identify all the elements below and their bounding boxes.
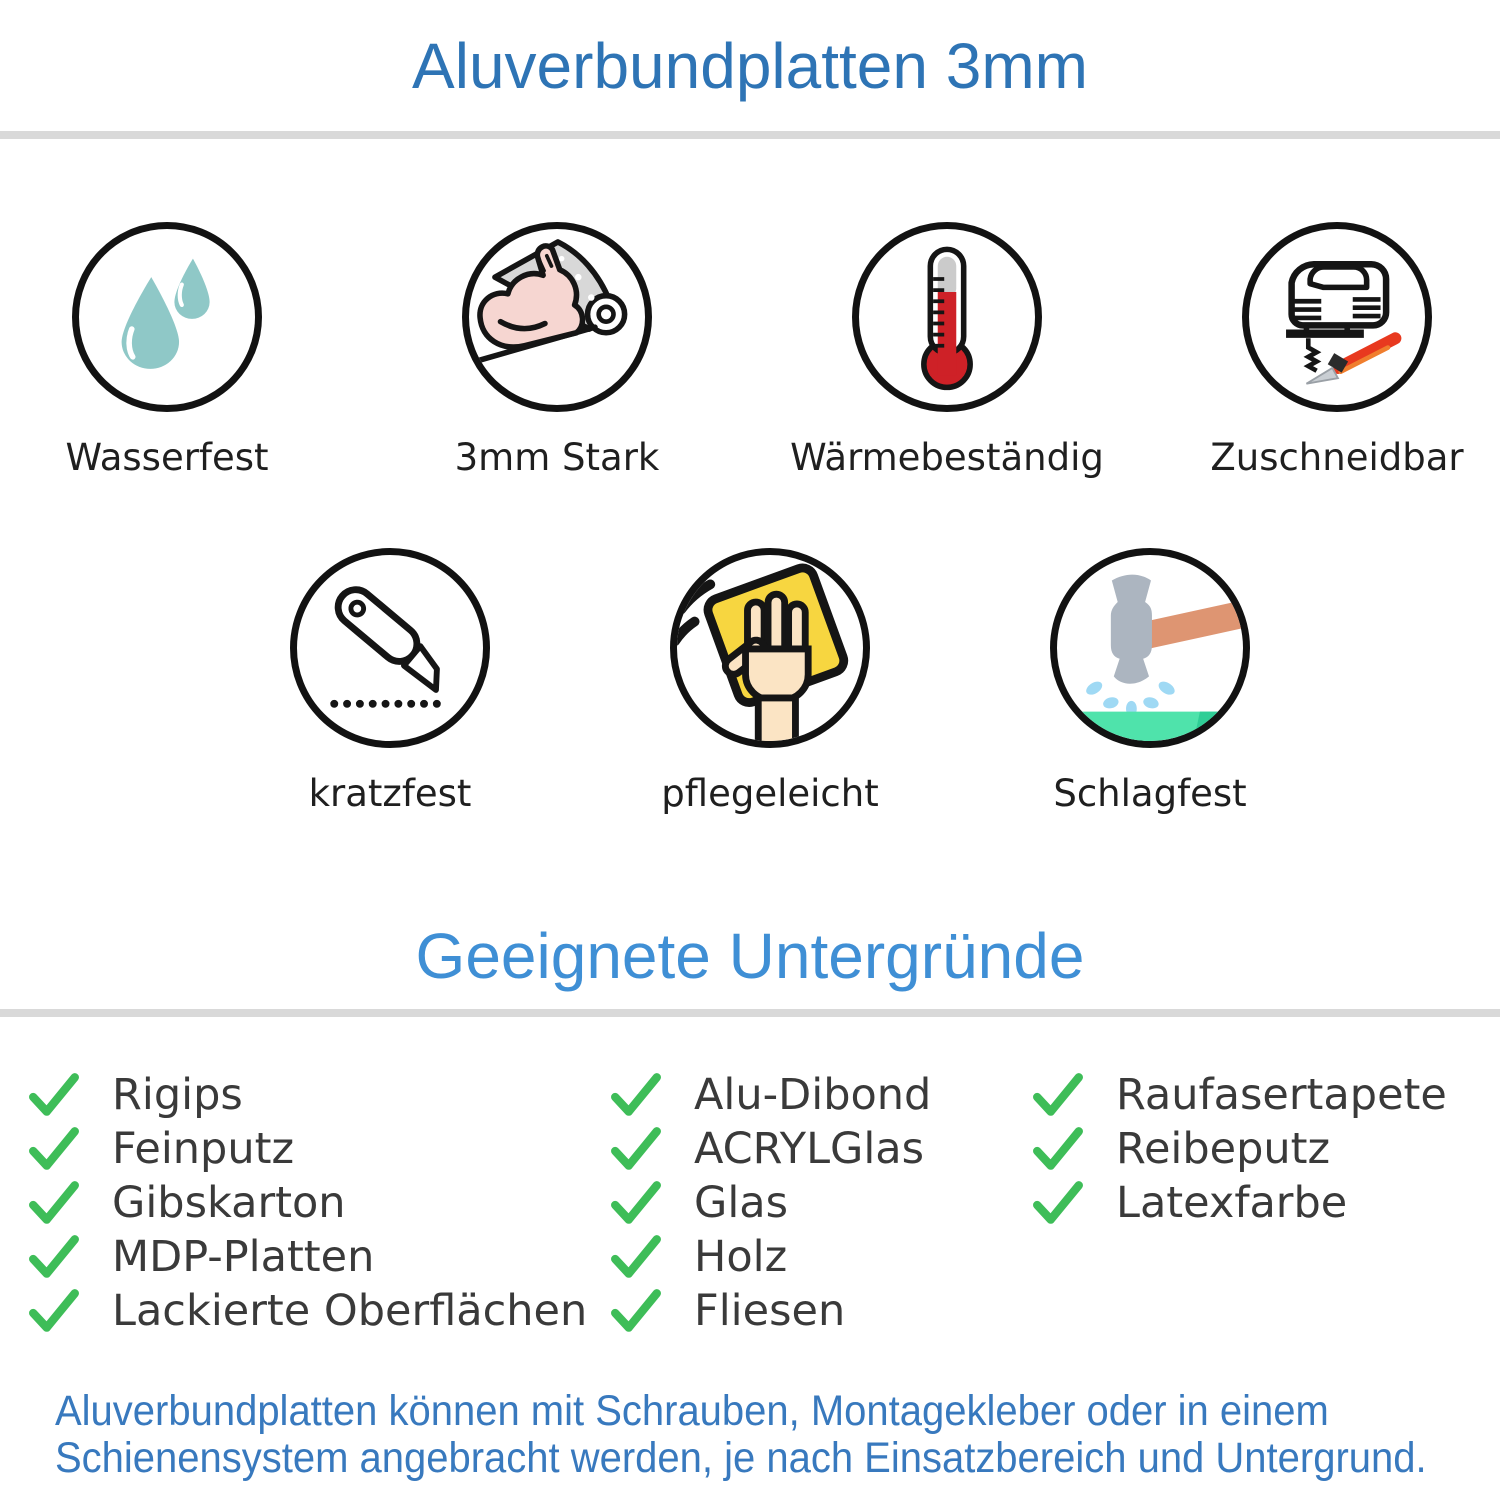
list-item bbox=[28, 1122, 587, 1176]
feature-label: 3mm Stark bbox=[454, 436, 660, 479]
feature-circle bbox=[462, 222, 652, 412]
surface-label: Glas bbox=[694, 1178, 789, 1228]
surfaces-column-2 bbox=[610, 1068, 931, 1338]
feature-waermebestaendig bbox=[790, 222, 1104, 479]
feature-circle bbox=[290, 548, 490, 748]
list-item bbox=[28, 1230, 587, 1284]
check-icon bbox=[610, 1072, 662, 1118]
feature-3mm-stark bbox=[407, 222, 707, 479]
page-title: Aluverbundplatten 3mm bbox=[412, 30, 1088, 102]
list-item bbox=[610, 1176, 931, 1230]
feature-label: Wärmebeständig bbox=[790, 436, 1104, 479]
list-item bbox=[1032, 1176, 1447, 1230]
mounting-note-line-2: Schienensystem angebracht werden, je nach Einsatzbereich und Untergrund. bbox=[55, 1434, 1427, 1482]
muscle-arm-icon bbox=[469, 229, 645, 405]
surface-label: Raufasertapete bbox=[1116, 1070, 1447, 1120]
jigsaw-icon bbox=[1249, 229, 1425, 405]
mounting-note-line-1: Aluverbundplatten können mit Schrauben, Montagekleber oder in einem bbox=[55, 1387, 1329, 1435]
feature-circle bbox=[72, 222, 262, 412]
cleaning-hand-icon bbox=[677, 555, 863, 741]
feature-row-1 bbox=[17, 222, 1487, 479]
check-icon bbox=[28, 1072, 80, 1118]
water-drops-icon bbox=[79, 229, 255, 405]
surface-label: Feinputz bbox=[112, 1124, 295, 1174]
feature-kratzfest bbox=[230, 548, 550, 815]
check-icon bbox=[610, 1180, 662, 1226]
feature-row-2 bbox=[230, 548, 1310, 815]
list-item bbox=[1032, 1122, 1447, 1176]
check-icon bbox=[610, 1288, 662, 1334]
surface-label: Lackierte Oberflächen bbox=[112, 1286, 588, 1336]
surface-label: MDP-Platten bbox=[112, 1232, 375, 1282]
check-icon bbox=[28, 1180, 80, 1226]
mounting-note bbox=[55, 1388, 1500, 1482]
list-item bbox=[1032, 1068, 1447, 1122]
thermometer-icon bbox=[859, 229, 1035, 405]
surfaces-column-3 bbox=[1032, 1068, 1447, 1230]
list-item bbox=[610, 1230, 931, 1284]
feature-circle bbox=[1242, 222, 1432, 412]
feature-wasserfest bbox=[17, 222, 317, 479]
feature-label: pflegeleicht bbox=[661, 772, 879, 815]
surface-label: Alu-Dibond bbox=[694, 1070, 932, 1120]
feature-circle bbox=[1050, 548, 1250, 748]
surfaces-column-1 bbox=[28, 1068, 587, 1338]
feature-circle bbox=[670, 548, 870, 748]
utility-knife-icon bbox=[297, 555, 483, 741]
list-item bbox=[28, 1176, 587, 1230]
feature-circle bbox=[852, 222, 1042, 412]
divider-bar-top bbox=[0, 131, 1500, 139]
surface-label: Reibeputz bbox=[1116, 1124, 1331, 1174]
section-title: Geeignete Untergründe bbox=[415, 920, 1085, 992]
feature-label: Wasserfest bbox=[65, 436, 269, 479]
feature-schlagfest bbox=[990, 548, 1310, 815]
feature-label: Zuschneidbar bbox=[1210, 436, 1464, 479]
list-item bbox=[28, 1284, 587, 1338]
surface-label: Holz bbox=[694, 1232, 788, 1282]
surface-label: Gibskarton bbox=[112, 1178, 346, 1228]
surface-label: Latexfarbe bbox=[1116, 1178, 1348, 1228]
surface-label: ACRYLGlas bbox=[694, 1124, 925, 1174]
check-icon bbox=[610, 1126, 662, 1172]
check-icon bbox=[1032, 1072, 1084, 1118]
feature-label: kratzfest bbox=[308, 772, 472, 815]
list-item bbox=[610, 1284, 931, 1338]
surface-label: Rigips bbox=[112, 1070, 243, 1120]
list-item bbox=[610, 1068, 931, 1122]
hammer-icon bbox=[1057, 555, 1243, 741]
list-item bbox=[610, 1122, 931, 1176]
divider-bar-bottom bbox=[0, 1009, 1500, 1017]
check-icon bbox=[28, 1234, 80, 1280]
feature-pflegeleicht bbox=[610, 548, 930, 815]
list-item bbox=[28, 1068, 587, 1122]
check-icon bbox=[610, 1234, 662, 1280]
surface-label: Fliesen bbox=[694, 1286, 846, 1336]
feature-label: Schlagfest bbox=[1053, 772, 1247, 815]
feature-zuschneidbar bbox=[1187, 222, 1487, 479]
check-icon bbox=[28, 1126, 80, 1172]
check-icon bbox=[1032, 1126, 1084, 1172]
check-icon bbox=[28, 1288, 80, 1334]
check-icon bbox=[1032, 1180, 1084, 1226]
